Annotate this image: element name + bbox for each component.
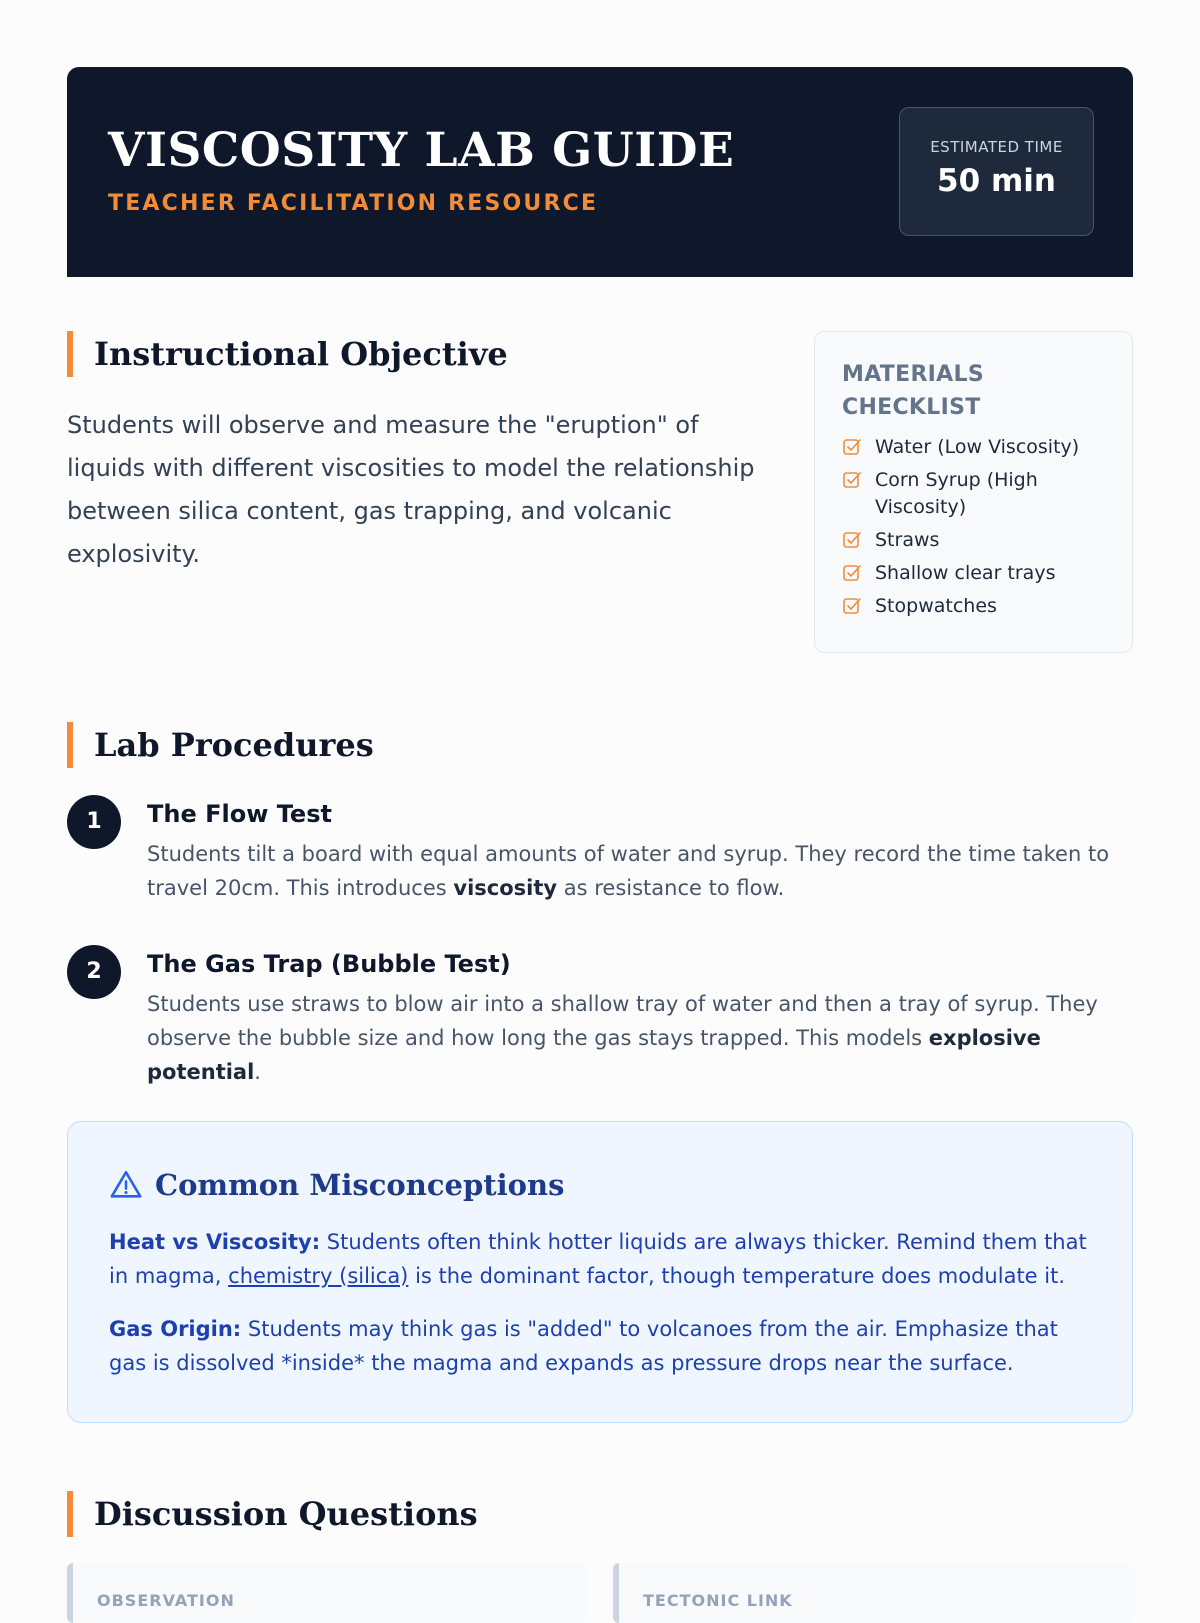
materials-title (842, 358, 1105, 424)
checkbox-icon (842, 437, 862, 457)
materials-item (842, 593, 1105, 620)
discussion-card-tectonic-link (613, 1563, 1134, 1623)
step-title: The Flow Test (147, 800, 332, 828)
procedures-heading: Lab Procedures (67, 722, 374, 768)
checkbox-icon (842, 530, 862, 550)
materials-item-label: Straws (875, 529, 940, 551)
discussion-heading: Discussion Questions (67, 1491, 478, 1537)
step-number: 1 (67, 795, 121, 849)
step-description (147, 987, 1147, 1089)
materials-item-label: Shallow clear trays (875, 562, 1056, 584)
misconceptions-panel (67, 1121, 1133, 1423)
step-text-after: . (254, 1060, 261, 1084)
materials-item (842, 467, 1105, 521)
step-title: The Gas Trap (Bubble Test) (147, 950, 511, 978)
step-number: 2 (67, 945, 121, 999)
checkbox-icon (842, 596, 862, 616)
objective-text: Students will observe and measure the "eruption" of liquids with different viscosities to model the relationship between silica content, gas trapping, and volcanic explosivity. (67, 411, 755, 568)
materials-checklist (814, 331, 1133, 653)
discussion-card-label: OBSERVATION (97, 1591, 235, 1610)
time-label: ESTIMATED TIME (930, 138, 1063, 156)
step-text-bold: viscosity (453, 876, 558, 900)
misconception-item (109, 1312, 1094, 1380)
page-subtitle: TEACHER FACILITATION RESOURCE (108, 191, 599, 216)
objective-heading: Instructional Objective (67, 331, 508, 377)
discussion-card-observation (67, 1563, 588, 1623)
step-text-bold: explosive potential (147, 1026, 1041, 1084)
step-description (147, 837, 1137, 905)
misconception-underlined: chemistry (silica) (228, 1264, 409, 1288)
checkbox-icon (842, 563, 862, 583)
misconception-text-before: Students often think hotter liquids are always thicker. Remind them that in magma, (109, 1230, 1087, 1288)
misconception-text-after: is the dominant factor, though temperature does modulate it. (408, 1264, 1066, 1288)
time-value: 50 min (937, 163, 1056, 199)
materials-title-line1: MATERIALS (842, 362, 984, 387)
estimated-time-badge (899, 107, 1094, 236)
checkbox-icon (842, 470, 862, 490)
materials-item (842, 560, 1105, 587)
misconceptions-heading-text: Common Misconceptions (155, 1168, 565, 1202)
header-banner (67, 67, 1133, 277)
discussion-card-label: TECTONIC LINK (643, 1591, 793, 1610)
step-text-before: Students use straws to blow air into a shallow tray of water and then a tray of syrup. They observe the bubble size and how long the gas stays trapped. This models (147, 992, 1098, 1050)
misconception-label: Gas Origin: (109, 1317, 242, 1341)
materials-list (842, 434, 1105, 620)
warning-icon (109, 1168, 143, 1202)
page-title: VISCOSITY LAB GUIDE (108, 123, 735, 178)
step-text-after: as resistance to flow. (557, 876, 785, 900)
step-text-before: Students tilt a board with equal amounts of water and syrup. They record the time taken to travel 20cm. This introduces (147, 842, 1110, 900)
materials-title-line2: CHECKLIST (842, 395, 981, 420)
misconceptions-heading (109, 1168, 564, 1202)
materials-item-label: Water (Low Viscosity) (875, 436, 1080, 458)
misconception-item (109, 1225, 1094, 1293)
misconception-text-before: Students may think gas is "added" to volcanoes from the air. Emphasize that gas is dissolved *inside* the magma and expands as pressure drops near the surface. (109, 1317, 1058, 1375)
materials-item (842, 527, 1105, 554)
misconception-label: Heat vs Viscosity: (109, 1230, 321, 1254)
materials-item (842, 434, 1105, 461)
materials-item-label: Stopwatches (875, 595, 997, 617)
materials-item-label: Corn Syrup (High Viscosity) (875, 469, 1038, 518)
